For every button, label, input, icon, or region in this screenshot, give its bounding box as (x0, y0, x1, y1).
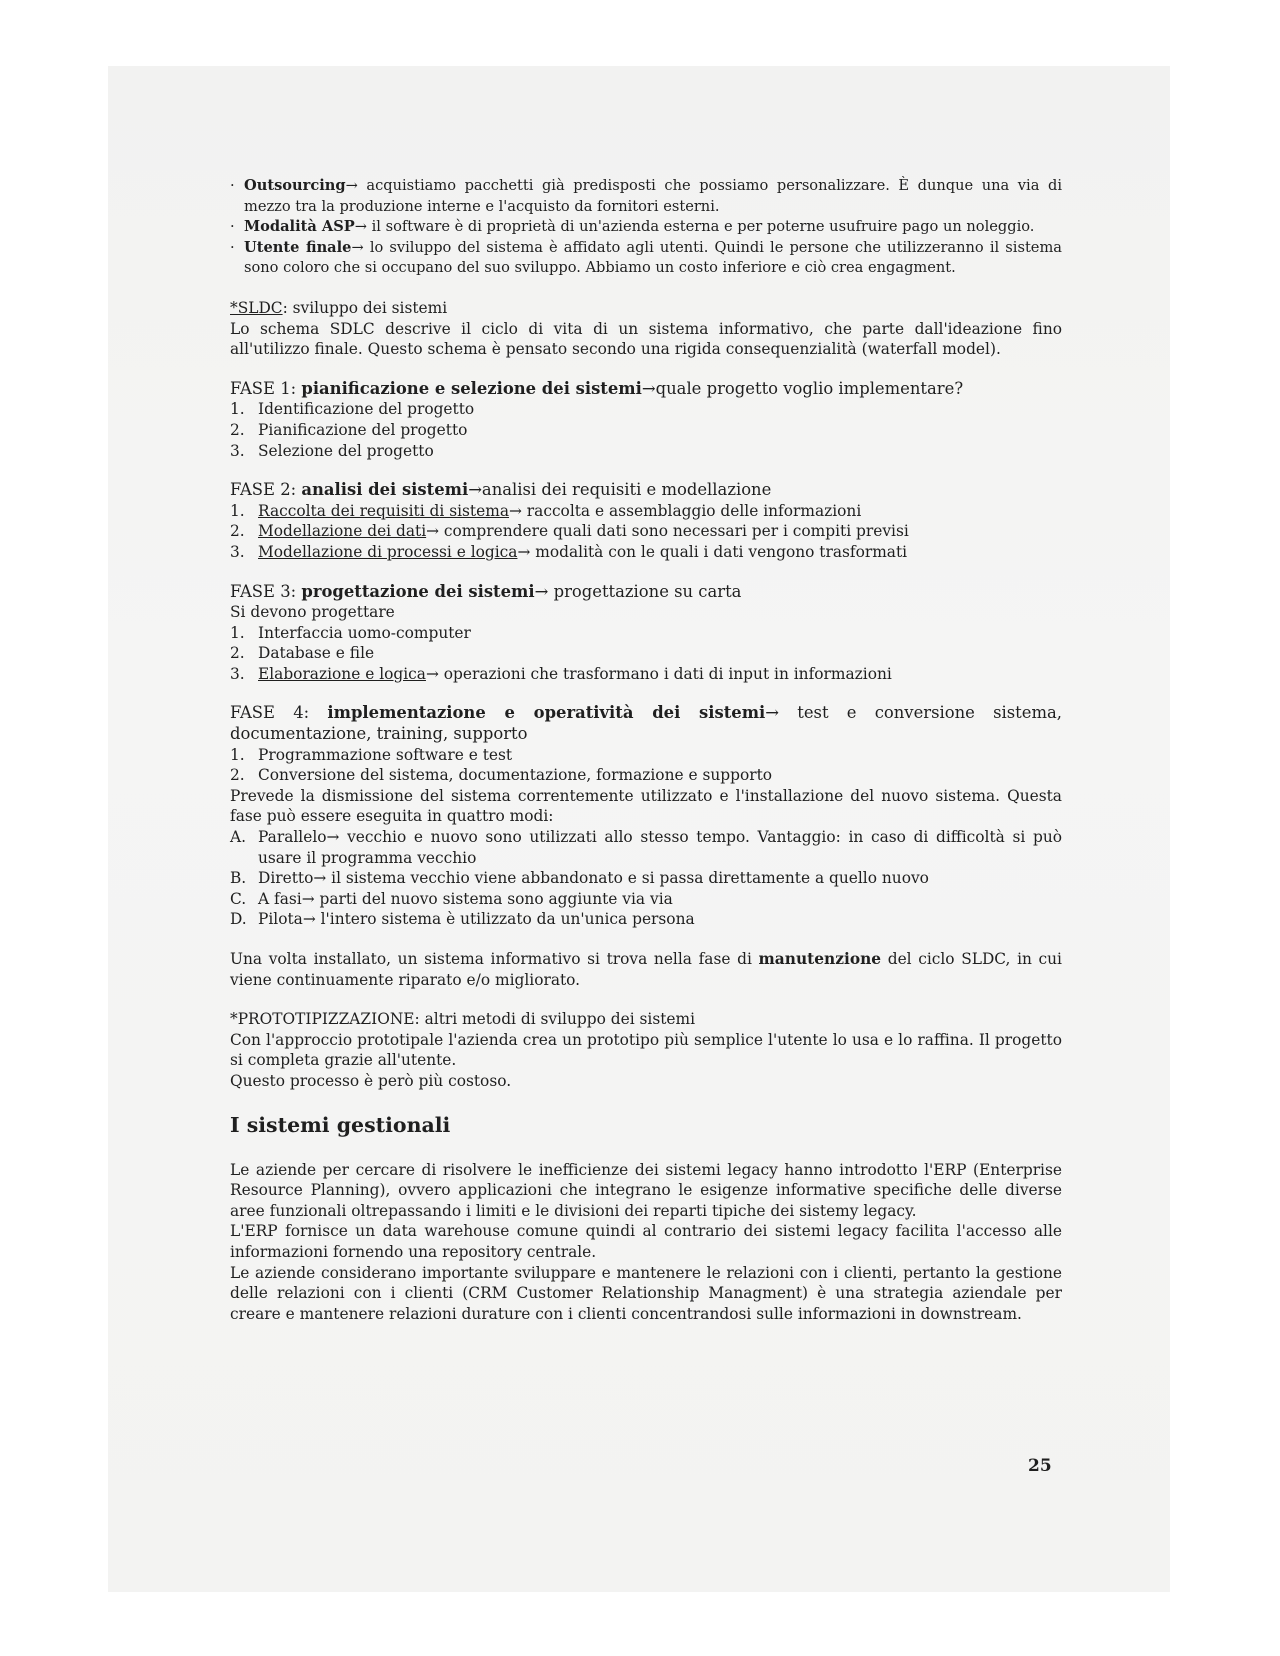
sldc-label: *SLDC (230, 298, 283, 317)
sldc-body: Lo schema SDLC descrive il ciclo di vita di un sistema informativo, che parte dall'ideazione fino all'utilizzo finale. Questo schema è pensato secondo una rigida consequenzialità (waterfall model). (230, 319, 1062, 359)
phase-prefix: FASE 1: (230, 378, 302, 398)
maintenance-term: manutenzione (758, 950, 882, 968)
bullet-text: acquistiamo pacchetti già predisposti che possiamo personalizzare. È dunque una via di mezzo tra la produzione interne e l'acquisto da fornitori esterni. (244, 177, 1062, 215)
phase4-body: Prevede la dismissione del sistema correntemente utilizzato e l'installazione del nuovo sistema. Questa fase può essere eseguita in quattro modi: (230, 786, 1062, 826)
section-heading: I sistemi gestionali (230, 1112, 451, 1137)
phase-name: implementazione e operatività dei sistemi (327, 703, 766, 723)
sldc-title-rest: : sviluppo dei sistemi (282, 298, 448, 317)
phase2-title (230, 480, 1062, 501)
sldc-title (230, 298, 1062, 319)
phase-name: progettazione dei sistemi (301, 581, 535, 601)
list-item: C. A fasi→ parti del nuovo sistema sono aggiunte via via (230, 889, 673, 908)
bullet-outsourcing (230, 176, 1062, 217)
page-number: 25 (1028, 1456, 1052, 1476)
bullet-text: lo sviluppo del sistema è affidato agli utenti. Quindi le persone che utilizzeranno il sistema sono coloro che si occupano del suo sviluppo. Abbiamo un costo inferiore e ciò crea engagment. (244, 238, 1062, 277)
bullet-marker: · (230, 218, 235, 236)
list-item: 1. Raccolta dei requisiti di sistema→ raccolta e assemblaggio delle informazioni (230, 501, 862, 520)
section-paragraph: L'ERP fornisce un data warehouse comune quindi al contrario dei sistemi legacy facilita l'accesso alle informazioni fornendo una repository centrale. (230, 1222, 1062, 1261)
bullet-marker: · (230, 177, 235, 194)
bullet-term: Modalità ASP (244, 218, 355, 236)
phase-prefix: FASE 3: (230, 581, 302, 601)
maintenance-paragraph: Una volta installato, un sistema informativo si trova nella fase di manutenzione del ciclo SLDC, in cui viene continuamente riparato e/o migliorato. (230, 950, 1062, 989)
phase-rest: → test e conversione sistema, documentazione, training, supporto (230, 703, 1062, 744)
bullet-text: il software è di proprietà di un'azienda esterna e per poterne usufruire pago un noleggio. (367, 218, 1035, 236)
phase-rest: →analisi dei requisiti e modellazione (468, 480, 772, 500)
bullet-end-user (230, 238, 1062, 279)
list-item: 2. Pianificazione del progetto (230, 420, 468, 439)
list-item: 3. Selezione del progetto (230, 441, 434, 460)
phase-prefix: FASE 4: (230, 703, 328, 723)
bullet-term: Outsourcing (244, 177, 346, 194)
phase-prefix: FASE 2: (230, 480, 302, 500)
bullet-term: Utente finale (244, 238, 352, 256)
phase-rest: → progettazione su carta (534, 581, 742, 601)
list-item: B. Diretto→ il sistema vecchio viene abbandonato e si passa direttamente a quello nuovo (230, 869, 929, 888)
list-item: 2. Database e file (230, 644, 375, 663)
list-item: 3. Modellazione di processi e logica→ modalità con le quali i dati vengono trasformati (230, 542, 908, 561)
list-item: A. Parallelo→ vecchio e nuovo sono utilizzati allo stesso tempo. Vantaggio: in caso di difficoltà si può usare il programma vecchio (230, 828, 1062, 867)
phase4-title (230, 703, 1062, 744)
prototyping-title: *PROTOTIPIZZAZIONE: altri metodi di sviluppo dei sistemi (230, 1010, 696, 1029)
list-item: 1. Interfaccia uomo-computer (230, 623, 471, 642)
list-item: 1. Programmazione software e test (230, 745, 513, 764)
phase3-intro: Si devono progettare (230, 603, 395, 622)
phase-rest: →quale progetto voglio implementare? (641, 378, 964, 398)
phase-name: analisi dei sistemi (301, 480, 469, 500)
list-item: 3. Elaborazione e logica→ operazioni che trasformano i dati di input in informazioni (230, 664, 892, 683)
prototyping-body: Con l'approccio prototipale l'azienda crea un prototipo più semplice l'utente lo usa e lo raffina. Il progetto si completa grazie all'utente. (230, 1030, 1062, 1070)
phase1-title (230, 379, 1062, 400)
page-content (230, 176, 1062, 1324)
section-paragraph: Le aziende per cercare di risolvere le inefficienze dei sistemi legacy hanno introdotto l'ERP (Enterprise Resource Planning), ovvero applicazioni che integrano le esigenze informative specifiche delle diverse aree funzionali oltrepassando i limiti e le divisioni dei reparti tipiche dei sistemy legacy. (230, 1160, 1062, 1220)
arrow: → (351, 238, 364, 256)
list-item: 2. Conversione del sistema, documentazione, formazione e supporto (230, 766, 773, 785)
phase-name: pianificazione e selezione dei sistemi (301, 378, 642, 398)
list-item: 2. Modellazione dei dati→ comprendere quali dati sono necessari per i compiti previsi (230, 522, 909, 541)
section-paragraph: Le aziende considerano importante sviluppare e mantenere le relazioni con i clienti, pertanto la gestione delle relazioni con i clienti (CRM Customer Relationship Managment) è una strategia aziendale per creare e mantenere relazioni durature con i clienti concentrandosi sulle informazioni in downstream. (230, 1263, 1062, 1323)
arrow: → (354, 218, 367, 236)
prototyping-note: Questo processo è però più costoso. (230, 1071, 512, 1090)
arrow: → (345, 177, 358, 194)
list-item: 1. Identificazione del progetto (230, 400, 475, 419)
bullet-asp (230, 217, 1062, 238)
bullet-marker: · (230, 238, 235, 256)
list-item: D. Pilota→ l'intero sistema è utilizzato da un'unica persona (230, 910, 695, 929)
phase3-title (230, 582, 1062, 603)
